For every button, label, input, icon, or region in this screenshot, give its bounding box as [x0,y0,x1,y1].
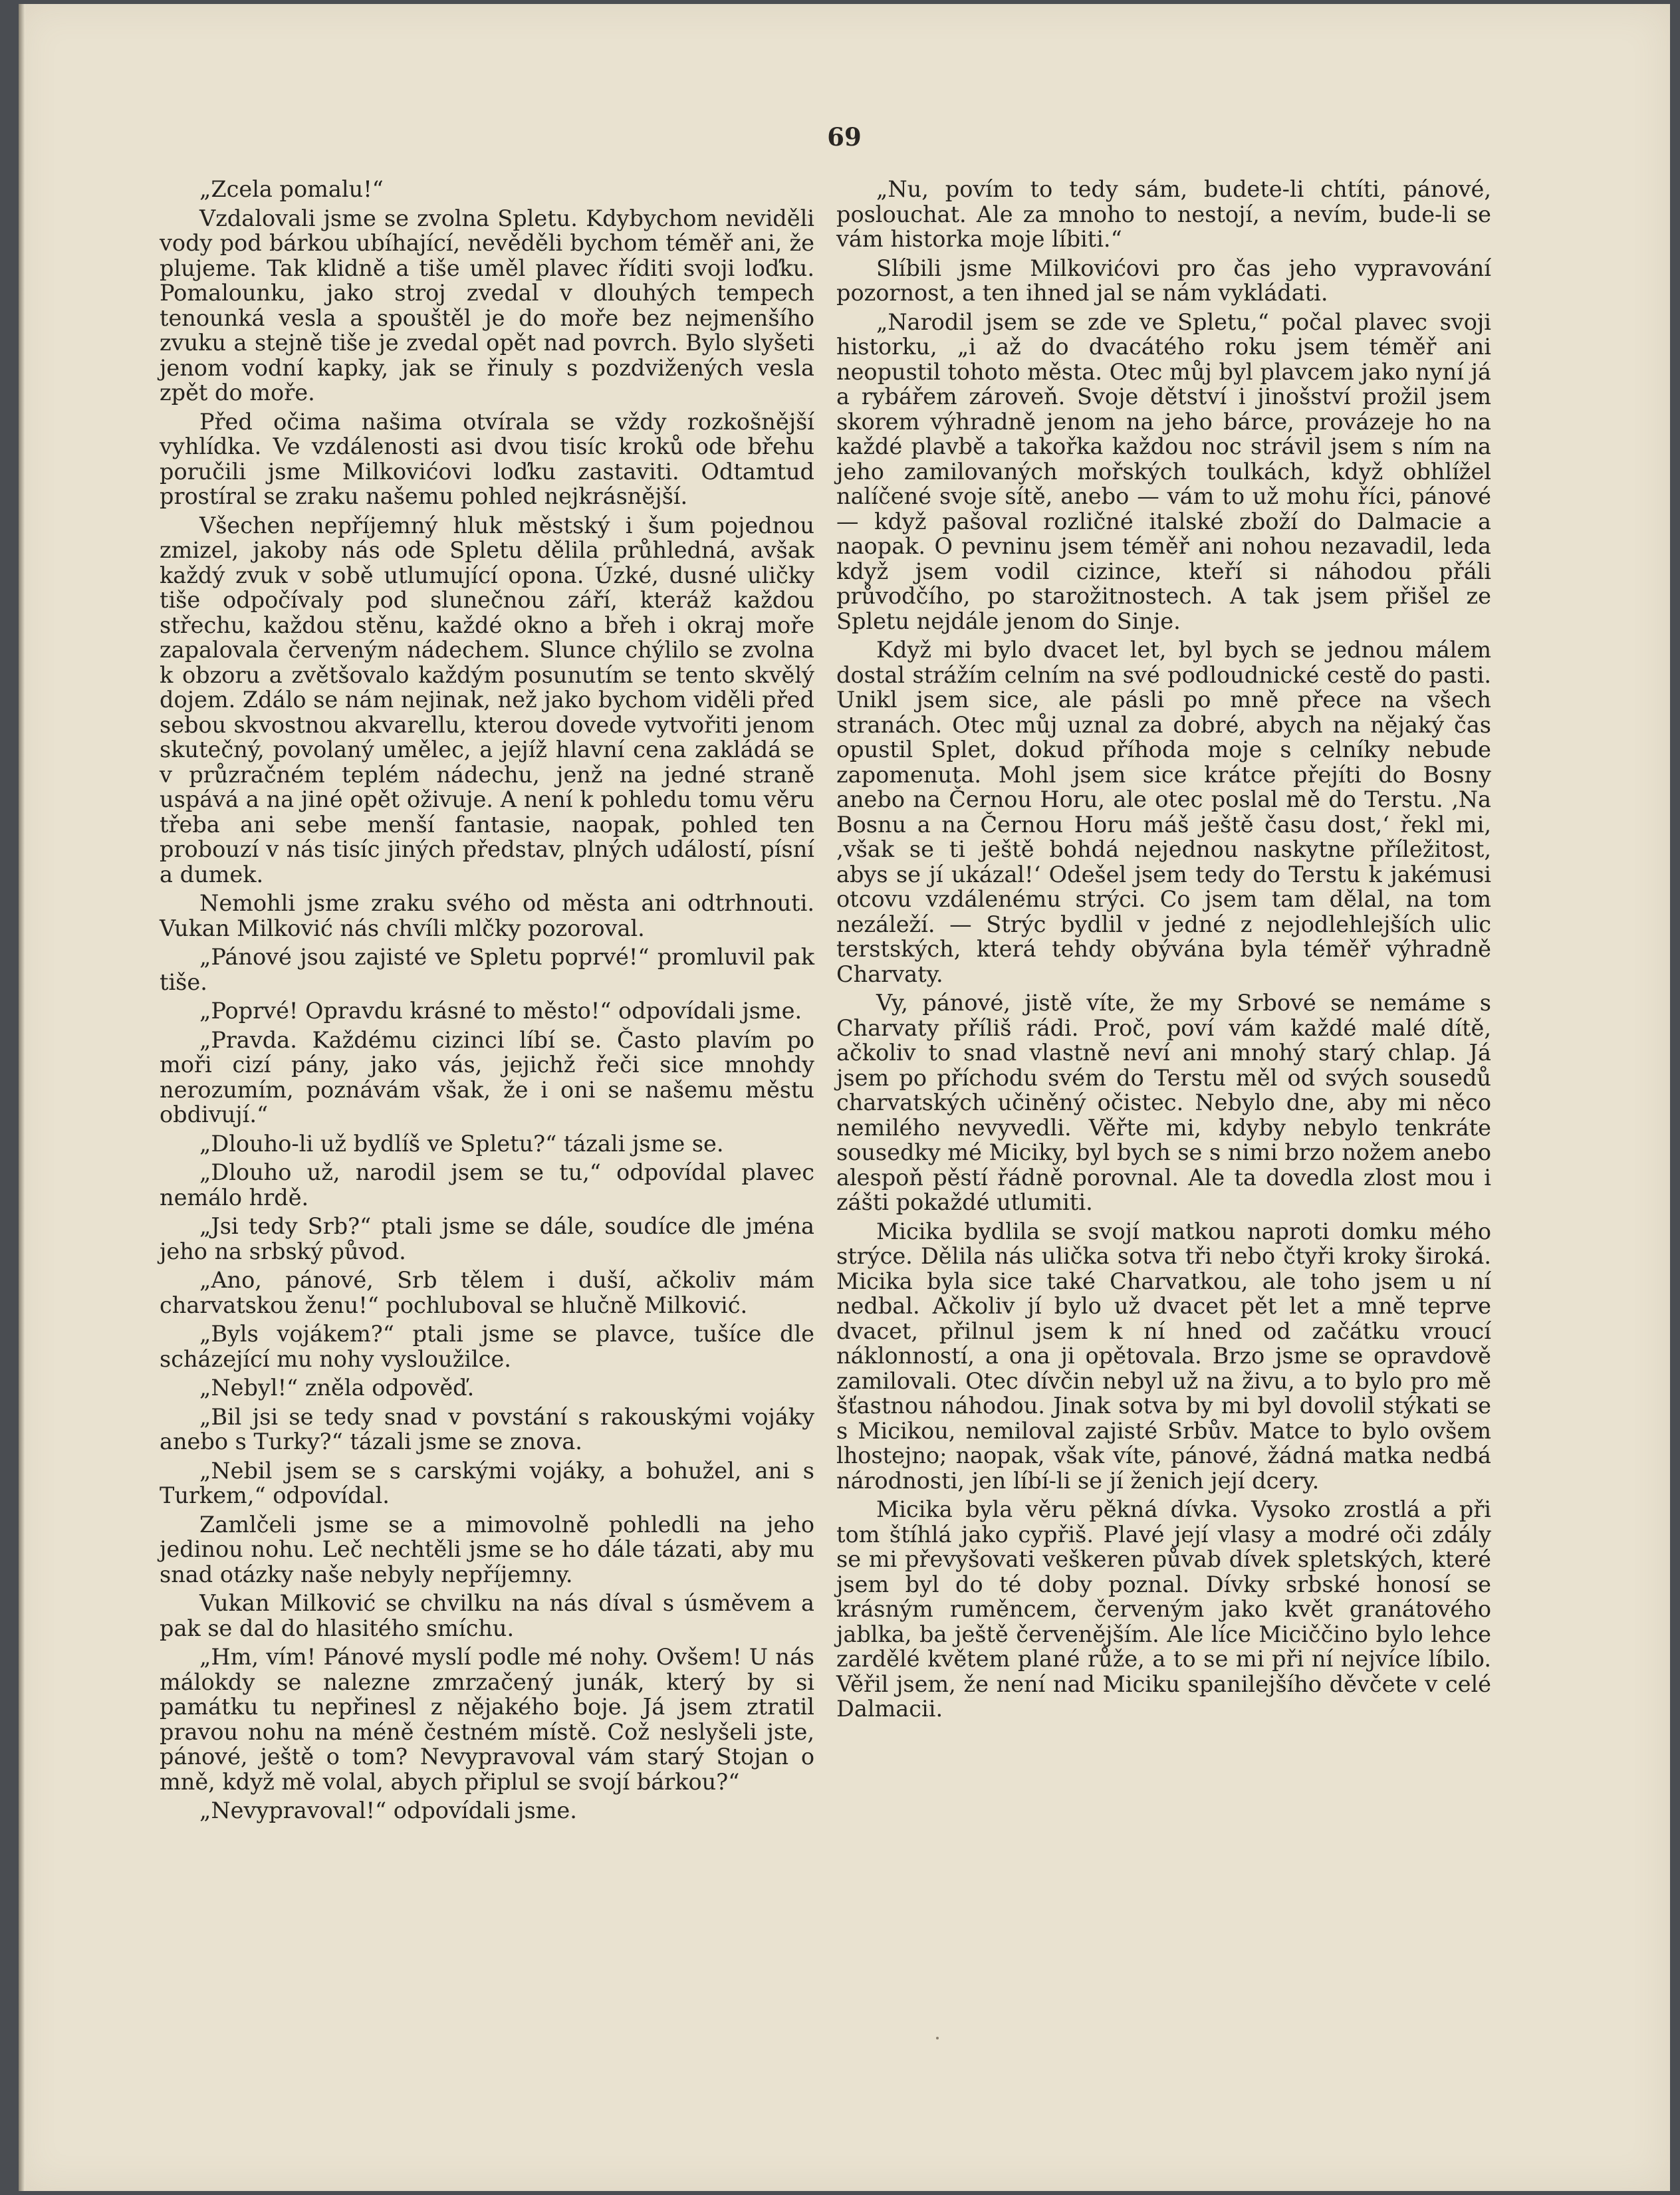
paragraph: „Jsi tedy Srb?“ ptali jsme se dále, soudíce dle jména jeho na srbský původ. [160,1213,814,1264]
paragraph: „Byls vojákem?“ ptali jsme se plavce, tušíce dle scházející mu nohy vysloužilce. [160,1321,814,1372]
right-text-column [836,177,1491,1726]
paragraph: Zamlčeli jsme se a mimovolně pohledli na jeho jedinou nohu. Leč nechtěli jsme se ho dále tázati, aby mu snad otázky naše nebyly nepříjemny. [160,1511,814,1587]
paragraph: Vzdalovali jsme se zvolna Spletu. Kdybychom neviděli vody pod bárkou ubíhající, nevěděli bychom téměř ani, že plujeme. Tak klidně a tiše uměl plavec říditi svoji loďku. Pomalounku, jako stroj zvedal v dlouhých tempech tenounká vesla a spouštěl je do moře bez nejmenšího zvuku a stejně tiše je zvedal opět nad povrch. Bylo slyšeti jenom vodní kapky, jak se řinuly s pozdvižených vesla zpět do moře. [160,205,814,405]
page-number: 69 [827,122,862,152]
paragraph: Slíbili jsme Milkovićovi pro čas jeho vypravování pozornost, a ten ihned jal se nám vykládati. [836,255,1491,306]
paragraph: Před očima našima otvírala se vždy rozkošnější vyhlídka. Ve vzdálenosti asi dvou tisíc kroků ode břehu poručili jsme Milkovićovi loďku zastaviti. Odtamtud prostíral se zraku našemu pohled nejkrásnější. [160,408,814,509]
paragraph: „Narodil jsem se zde ve Spletu,“ počal plavec svoji historku, „i až do dvacátého roku jsem téměř ani neopustil tohoto města. Otec můj byl plavcem jako nyní já a rybářem zároveň. Svoje dětství i jinošství prožil jsem skorem výhradně jenom na jeho bárce, provázeje ho na každé plavbě a takořka každou noc strávil jsem s ním na jeho zamilovaných mořských toulkách, když obhlížel nalíčené svoje sítě, anebo — vám to už mohu říci, pánové — když pašoval rozličné italské zboží do Dalmacie a naopak. O pevninu jsem téměř ani nohou nezavadil, leda když jsem vodil cizince, kteří si náhodou přáli průvodčího, po starožitnostech. A tak jsem přišel ze Spletu nejdále jenom do Sinje. [836,308,1491,634]
paragraph: „Bil jsi se tedy snad v povstání s rakouskými vojáky anebo s Turky?“ tázali jsme se znova. [160,1403,814,1454]
paragraph: „Nebil jsem se s carskými vojáky, a bohužel, ani s Turkem,“ odpovídal. [160,1457,814,1508]
paragraph: „Dlouho už, narodil jsem se tu,“ odpovídal plavec nemálo hrdě. [160,1159,814,1211]
book-page [19,4,1670,2191]
paragraph: „Poprvé! Opravdu krásné to město!“ odpovídali jsme. [199,998,802,1024]
paragraph: „Zcela pomalu!“ [199,176,384,202]
paragraph: „Pravda. Každému cizinci líbí se. Často plavím po moři cizí pány, jako vás, jejichž řeči sice mnohdy nerozumím, poznávám však, že i oni se našemu městu obdivují.“ [160,1026,814,1127]
paragraph: „Nevypravoval!“ odpovídali jsme. [199,1797,577,1823]
page-spine-shadow [19,4,25,2191]
paragraph: Nemohli jsme zraku svého od města ani odtrhnouti. Vukan Milković nás chvíli mlčky pozoroval. [160,890,814,941]
left-text-column [160,177,814,1827]
paragraph: Všechen nepříjemný hluk městský i šum pojednou zmizel, jakoby nás ode Spletu dělila průhledná, avšak každý zvuk v sobě utlumující opona. Úzké, dusné uličky tiše odpočívaly pod slunečnou září, kteráž každou střechu, každou stěnu, každé okno a břeh i okraj moře zapalovala červeným nádechem. Slunce chýlilo se zvolna k obzoru a zvětšovalo každým posunutím se tento skvělý dojem. Zdálo se nám nejinak, než jako bychom viděli před sebou skvostnou akvarellu, kterou dovede vytvořiti jenom skutečný, povolaný umělec, a jejíž hlavní cena zakládá se v průzračném teplém nádechu, jenž na jedné straně uspává a na jiné opět oživuje. A není k pohledu tomu věru třeba ani sebe menší fantasie, naopak, pohled ten probouzí v nás tisíc jiných představ, plných událostí, písní a dumek. [160,512,814,887]
paper-speck [936,2037,939,2039]
paragraph: Vy, pánové, jistě víte, že my Srbové se nemáme s Charvaty příliš rádi. Proč, poví vám každé malé dítě, ačkoliv to snad vlastně neví ani mnohý starý chlap. Já jsem po příchodu svém do Terstu měl od svých sousedů charvatských učiněný očistec. Nebylo dne, aby mi něco nemilého nevyvedli. Věřte mi, kdyby nebylo tenkráte sousedky mé Miciky, byl bych se s nimi brzo nožem anebo alespoň pěstí řádně porovnal. Ale ta dovedla zlost mou i zášti pokaždé utlumiti. [836,990,1491,1215]
paragraph: „Dlouho-li už bydlíš ve Spletu?“ tázali jsme se. [199,1130,724,1157]
paragraph: Vukan Milković se chvilku na nás díval s úsměvem a pak se dal do hlasitého smíchu. [160,1590,814,1641]
paragraph: „Nebyl!“ zněla odpověď. [199,1375,475,1401]
paragraph: Micika byla věru pěkná dívka. Vysoko zrostlá a při tom štíhlá jako cypřiš. Plavé její vlasy a modré oči zdály se mi převyšovati veškeren půvab dívek spletských, které jsem byl do té doby poznal. Dívky srbské honosí se krásným ruměncem, červeným jako květ granátového jablka, ba ještě červenějším. Ale líce Miciččino bylo lehce zardělé květem plané růže, a to se mi při ní nejvíce líbilo. Věřil jsem, že není nad Miciku spanilejšího děvčete v celé Dalmacii. [836,1496,1491,1722]
paragraph: Když mi bylo dvacet let, byl bych se jednou málem dostal strážím celním na své podloudnické cestě do pasti. Unikl jsem sice, ale pásli po mně přece na všech stranách. Otec můj uznal za dobré, abych na nějaký čas opustil Splet, dokud příhoda moje s celníky nebude zapomenuta. Mohl jsem sice krátce přejíti do Bosny anebo na Černou Horu, ale otec poslal mě do Terstu. ‚Na Bosnu a na Černou Horu máš ještě času dost,‘ řekl mi, ‚však se ti ještě bohdá nejednou naskytne příležitost, abys se jí ukázal!‘ Odešel jsem tedy do Terstu k jakémusi otcovu vzdálenému strýci. Co jsem tam dělal, na tom nezáleží. — Strýc bydlil v jedné z nejodlehlejších ulic terstských, která tehdy obývána byla téměř výhradně Charvaty. [836,637,1491,987]
paragraph: „Nu, povím to tedy sám, budete-li chtíti, pánové, poslouchat. Ale za mnoho to nestojí, a nevím, bude-li se vám historka moje líbiti.“ [836,176,1491,252]
paragraph: Micika bydlila se svojí matkou naproti domku mého strýce. Dělila nás ulička sotva tři nebo čtyři kroky široká. Micika byla sice také Charvatkou, ale toho jsem u ní nedbal. Ačkoliv jí bylo už dvacet pět let a mně teprve dvacet, přilnul jsem k ní hned od začátku vroucí náklonností, a ona ji opětovala. Brzo jsme se opravdově zamilovali. Otec dívčin nebyl už na živu, a to bylo pro mě šťastnou náhodou. Jinak sotva by mi byl dovolil stýkati se s Micikou, nemiloval zajisté Srbův. Matce to bylo ovšem lhostejno; naopak, však víte, pánové, žádná matka nedbá národnosti, jen líbí-li se jí ženich její dcery. [836,1218,1491,1494]
paragraph: „Ano, pánové, Srb tělem i duší, ačkoliv mám charvatskou ženu!“ pochluboval se hlučně Milković. [160,1267,814,1318]
paragraph: „Hm, vím! Pánové myslí podle mé nohy. Ovšem! U nás málokdy se nalezne zmrzačený junák, který by si památku tu nepřinesl z nějakého boje. Já jsem ztratil pravou nohu na méně čestném místě. Což neslyšeli jste, pánové, ještě o tom? Nevypravoval vám starý Stojan o mně, když mě volal, abych připlul se svojí bárkou?“ [160,1644,814,1795]
paragraph: „Pánové jsou zajisté ve Spletu poprvé!“ promluvil pak tiše. [160,944,814,995]
